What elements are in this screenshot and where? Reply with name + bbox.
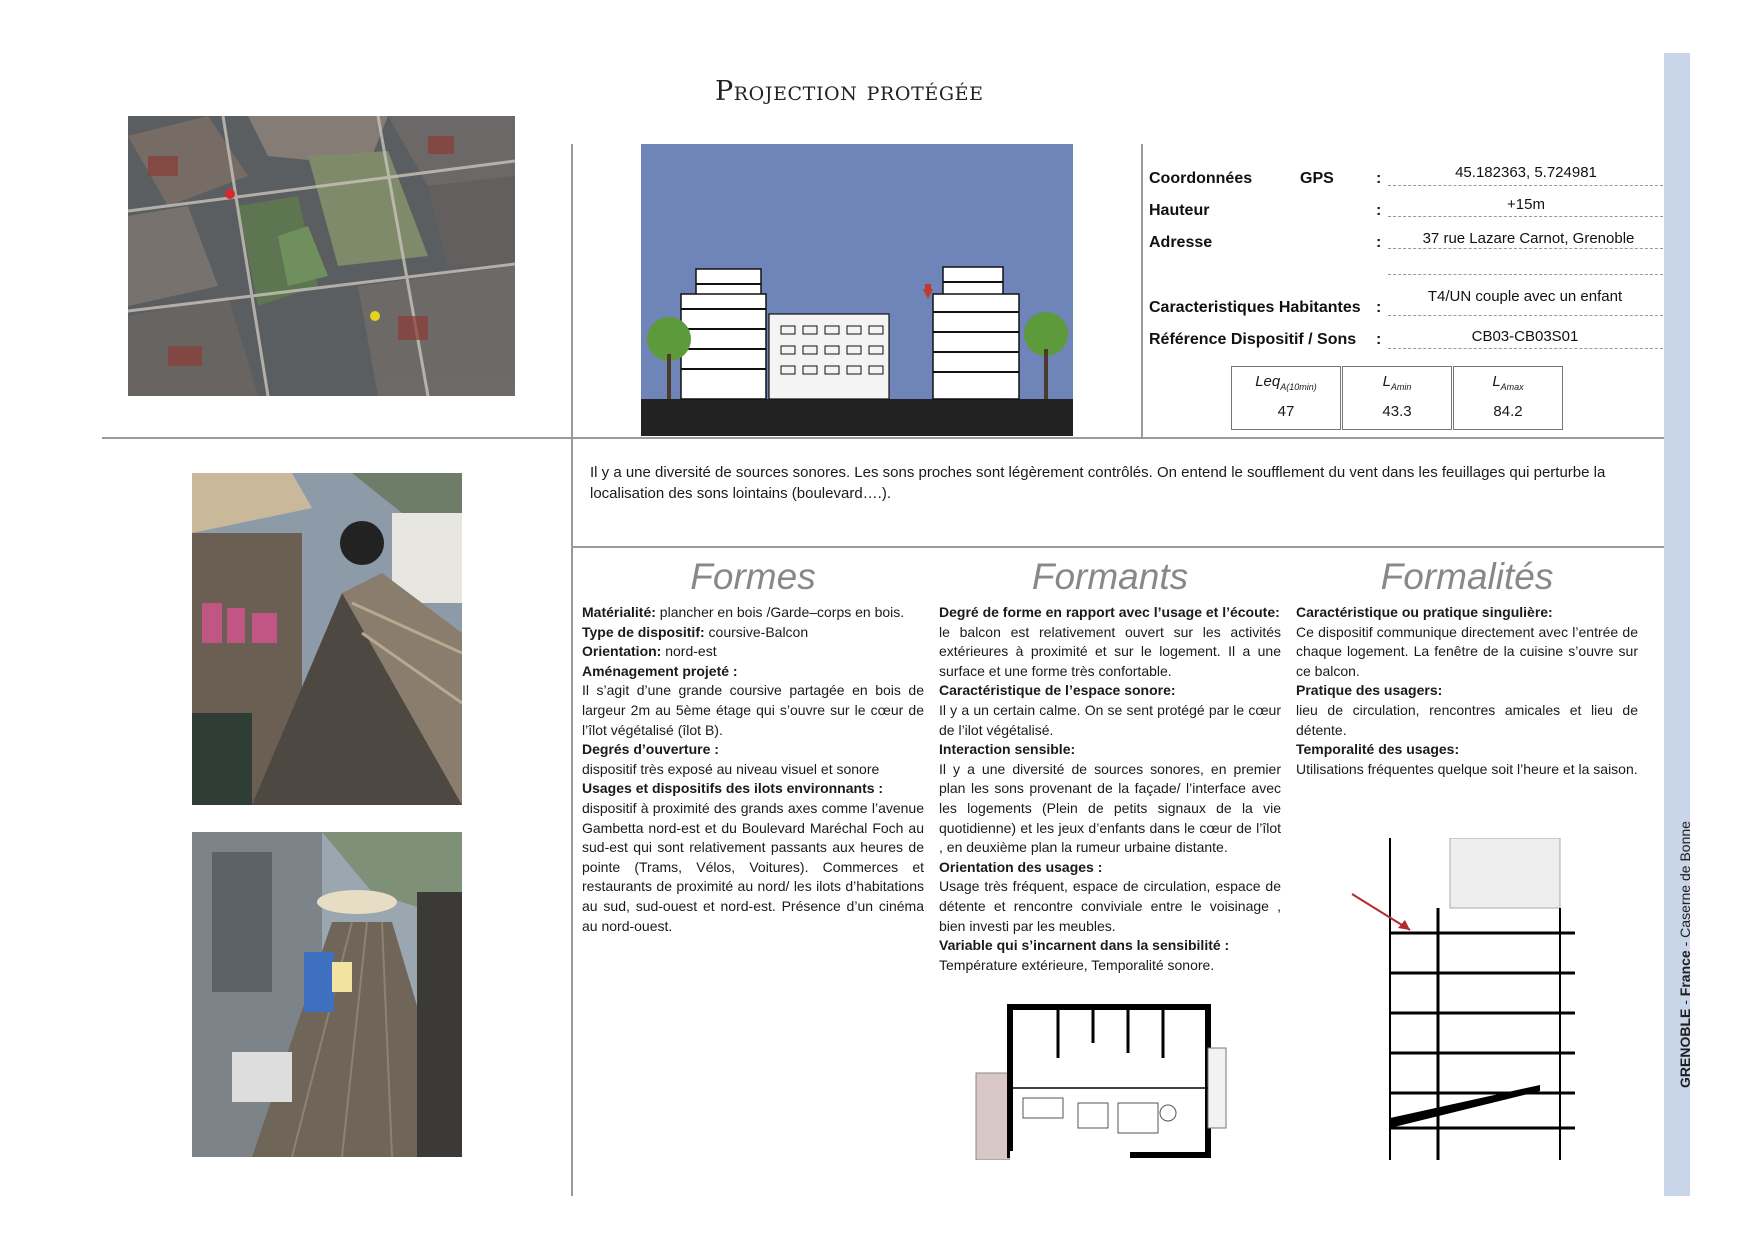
reference-value: CB03-CB03S01	[1471, 328, 1579, 345]
column-formants: Degré de forme en rapport avec l’usage et l’écoute: le balcon est relativement ouvert sur les activités extérieures à proximité et sur le logement. Il a une surface et une forme très confortable. Caractéristique de l’espace sonore: Il y a un certain calme. On se sent protégé par le cœur de l’ilot végétalisé. Interaction sensible: Il y a une diversité de sources sonores, en premier plan les sons provenant de la façade/ l’interface avec les logements (Plein de petits signaux de la vie quotidienne) et les jeux d’enfants dans le cœur de l’îlot , en deuxième plan la rumeur urbaine distante. Orientation des usages : Usage très fréquent, espace de circulation, espace de détente et rencontre conviviale entre le voisinage , bien investi par les meubles. Variable qui s’incarnent dans la sensibilité : Température extérieure, Temporalité sonore.	[939, 604, 1281, 973]
balcony-photo-bottom	[192, 832, 462, 1157]
measure-lamax-value: 84.2	[1493, 403, 1523, 420]
measure-lamin-value: 43.3	[1382, 403, 1412, 420]
divider-top-horizontal	[102, 437, 1664, 439]
column-title-formants: Formants	[1031, 556, 1189, 597]
reference-dash-line	[1388, 348, 1663, 349]
address-label: Adresse	[1149, 234, 1213, 251]
measure-lamax-label: $L_{Amax}$	[1492, 373, 1524, 392]
measure-lamin	[1342, 366, 1452, 430]
measure-leq	[1231, 366, 1341, 430]
reference-colon: :	[1376, 331, 1382, 348]
balcony-photo-top	[192, 473, 462, 805]
divider-info-vertical	[1141, 144, 1143, 438]
inhabitants-label: Caracteristiques Habitantes	[1149, 299, 1361, 316]
gps-sublabel: GPS	[1300, 170, 1334, 187]
gps-dash-line	[1388, 185, 1663, 186]
inhabitants-dash-line	[1388, 315, 1663, 316]
height-value: +15m	[1507, 196, 1545, 213]
divider-mid-horizontal	[571, 546, 1664, 548]
inhabitants-colon: :	[1376, 299, 1382, 316]
height-label: Hauteur	[1149, 202, 1210, 219]
height-dash-line	[1388, 216, 1663, 217]
reference-label: Référence Dispositif / Sons	[1149, 331, 1357, 348]
column-title-formalites: Formalités	[1380, 556, 1554, 597]
page-title: Projection protégée	[715, 76, 984, 107]
column-formalites: Caractéristique ou pratique singulière: Ce dispositif communique directement avec l’entrée de chaque logement. La fenêtre de la cuisine s’ouvre sur ce balcon. Pratique des usagers: lieu de circulation, rencontres amicales et lieu de détente. Temporalité des usages: Utilisations fréquentes quelque soit l’heure et la saison.	[1296, 604, 1638, 777]
inhabitants-value: T4/UN couple avec un enfant	[1427, 288, 1623, 305]
floor-plan-drawing	[968, 1003, 1238, 1160]
divider-left-vertical	[571, 144, 573, 1196]
height-colon: :	[1376, 202, 1382, 219]
address-dash-line	[1388, 248, 1663, 249]
intro-paragraph: Il y a une diversité de sources sonores. Les sons proches sont légèrement contrôlés. On entend le soufflement du vent dans les feuillages qui perturbe la localisation des sons lointains (boulevard….).	[590, 464, 1606, 502]
column-title-formes: Formes	[690, 556, 816, 597]
gps-value: 45.182363, 5.724981	[1455, 164, 1597, 181]
gps-label: Coordonnées	[1149, 170, 1253, 187]
measure-lamin-label: $L_{Amin}$	[1382, 373, 1412, 392]
side-location-label: GRENOBLE - France - Caserne de Bonne	[1677, 821, 1693, 1088]
measure-lamax	[1453, 366, 1563, 430]
gps-colon: :	[1376, 170, 1382, 187]
measure-leq-value: 47	[1277, 403, 1295, 420]
address-value: 37 rue Lazare Carnot, Grenoble	[1422, 230, 1635, 247]
address-colon: :	[1376, 234, 1382, 251]
spacer-dash-line	[1388, 274, 1663, 275]
building-section-image	[641, 144, 1073, 436]
side-strip	[1664, 53, 1693, 1196]
column-formes: Matérialité: plancher en bois /Garde–corps en bois. Type de dispositif: coursive-Balcon Orientation: nord-est Aménagement projeté : Il s’agit d’une grande coursive partagée en bois de largeur 2m au 5ème étage qui s’ouvre sur le cœur de l’îlot végétalisé (îlot B). Degrés d’ouverture : dispositif très exposé au niveau visuel et sonore Usages et dispositifs des ilots environnants : dispositif à proximité des grands axes comme l’avenue Gambetta nord-est et du Boulevard Maréchal Foch au sud-est qui sont relativement passants aux heures de pointe (Trams, Vélos, Voitures). Commerces et restaurants de proximité au nord/ les ilots d’habitations au sud, sud-ouest et nord-est. Présence d’un cinéma au nord-ouest.	[582, 604, 924, 934]
aerial-map-image	[128, 116, 515, 396]
section-detail-drawing	[1350, 838, 1585, 1160]
measure-leq-label: Leq$_{A(10min)}$	[1255, 373, 1317, 392]
